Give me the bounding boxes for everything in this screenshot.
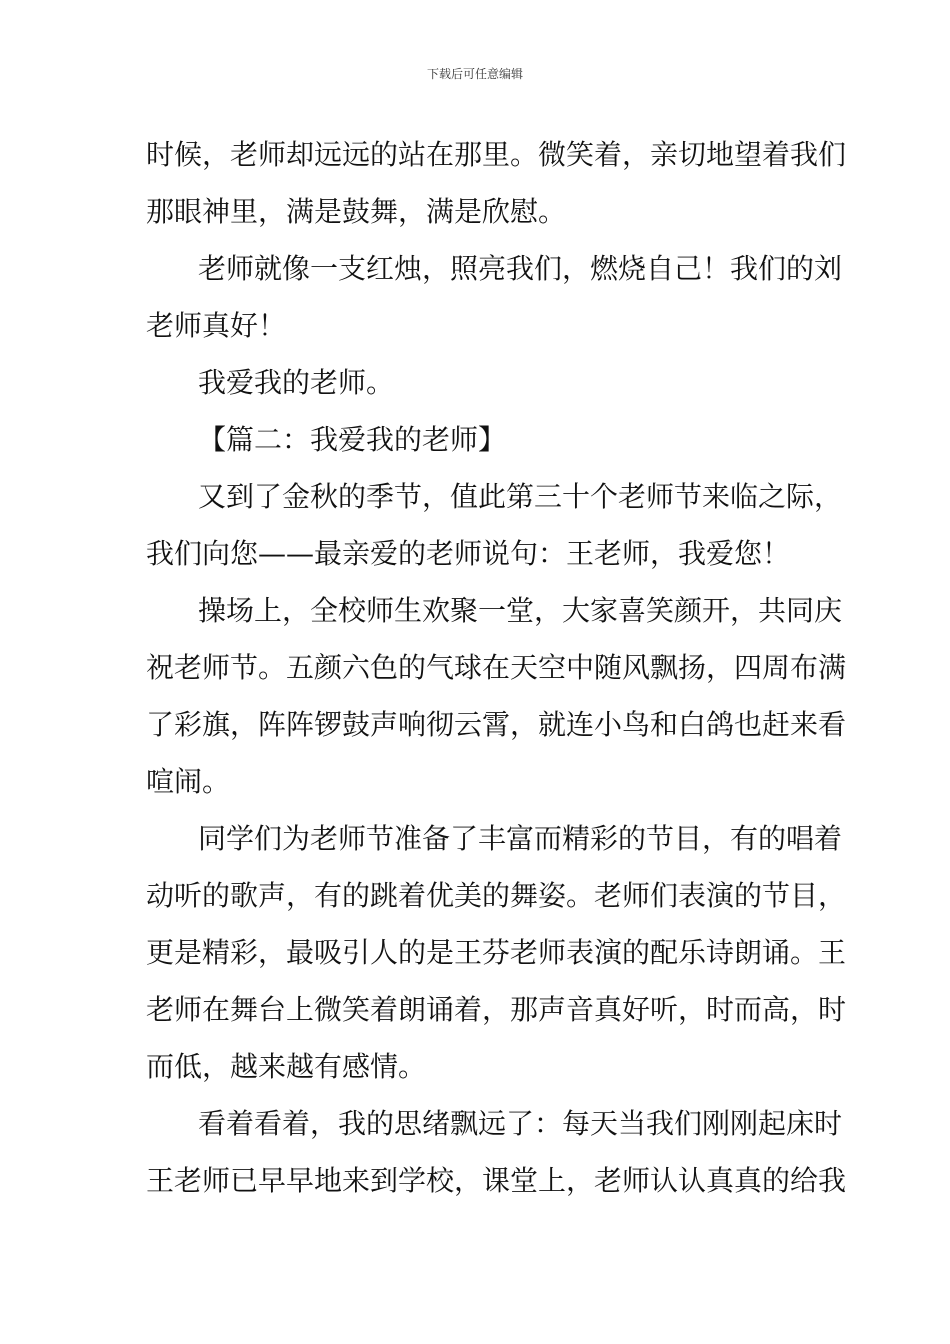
paragraph-start-line: 操场上，全校师生欢聚一堂，大家喜笑颜开，共同庆	[198, 594, 843, 627]
paragraph-start-line: 又到了金秋的季节，值此第三十个老师节来临之际，	[198, 480, 843, 513]
text-line: 更是精彩，最吸引人的是王芬老师表演的配乐诗朗诵。王	[146, 936, 847, 969]
text-line: 我们向您——最亲爱的老师说句：王老师，我爱您！	[146, 537, 791, 570]
text-line: 了彩旗，阵阵锣鼓声响彻云霄，就连小鸟和白鸽也赶来看	[146, 708, 847, 741]
section-heading: 【篇二：我爱我的老师】	[198, 423, 507, 456]
text-line: 那眼神里，满是鼓舞，满是欣慰。	[146, 195, 567, 228]
text-line: 老师在舞台上微笑着朗诵着，那声音真好听，时而高，时	[146, 993, 847, 1026]
text-line: 动听的歌声，有的跳着优美的舞姿。老师们表演的节目，	[146, 879, 847, 912]
paragraph-start-line: 同学们为老师节准备了丰富而精彩的节目，有的唱着	[198, 822, 843, 855]
text-line: 祝老师节。五颜六色的气球在天空中随风飘扬，四周布满	[146, 651, 847, 684]
text-line: 王老师已早早地来到学校，课堂上，老师认认真真的给我	[146, 1164, 847, 1197]
text-line: 时候，老师却远远的站在那里。微笑着，亲切地望着我们	[146, 138, 847, 171]
paragraph-start-line: 老师就像一支红烛，照亮我们，燃烧自己！我们的刘	[198, 252, 843, 285]
paragraph-start-line: 我爱我的老师。	[198, 366, 395, 399]
document-body	[146, 126, 847, 1209]
page-header: 下载后可任意编辑	[426, 67, 523, 81]
text-line: 老师真好！	[146, 309, 287, 342]
paragraph-start-line: 看着看着，我的思绪飘远了：每天当我们刚刚起床时	[198, 1107, 843, 1140]
text-line: 喧闹。	[146, 765, 231, 798]
text-line: 而低，越来越有感情。	[146, 1050, 427, 1083]
